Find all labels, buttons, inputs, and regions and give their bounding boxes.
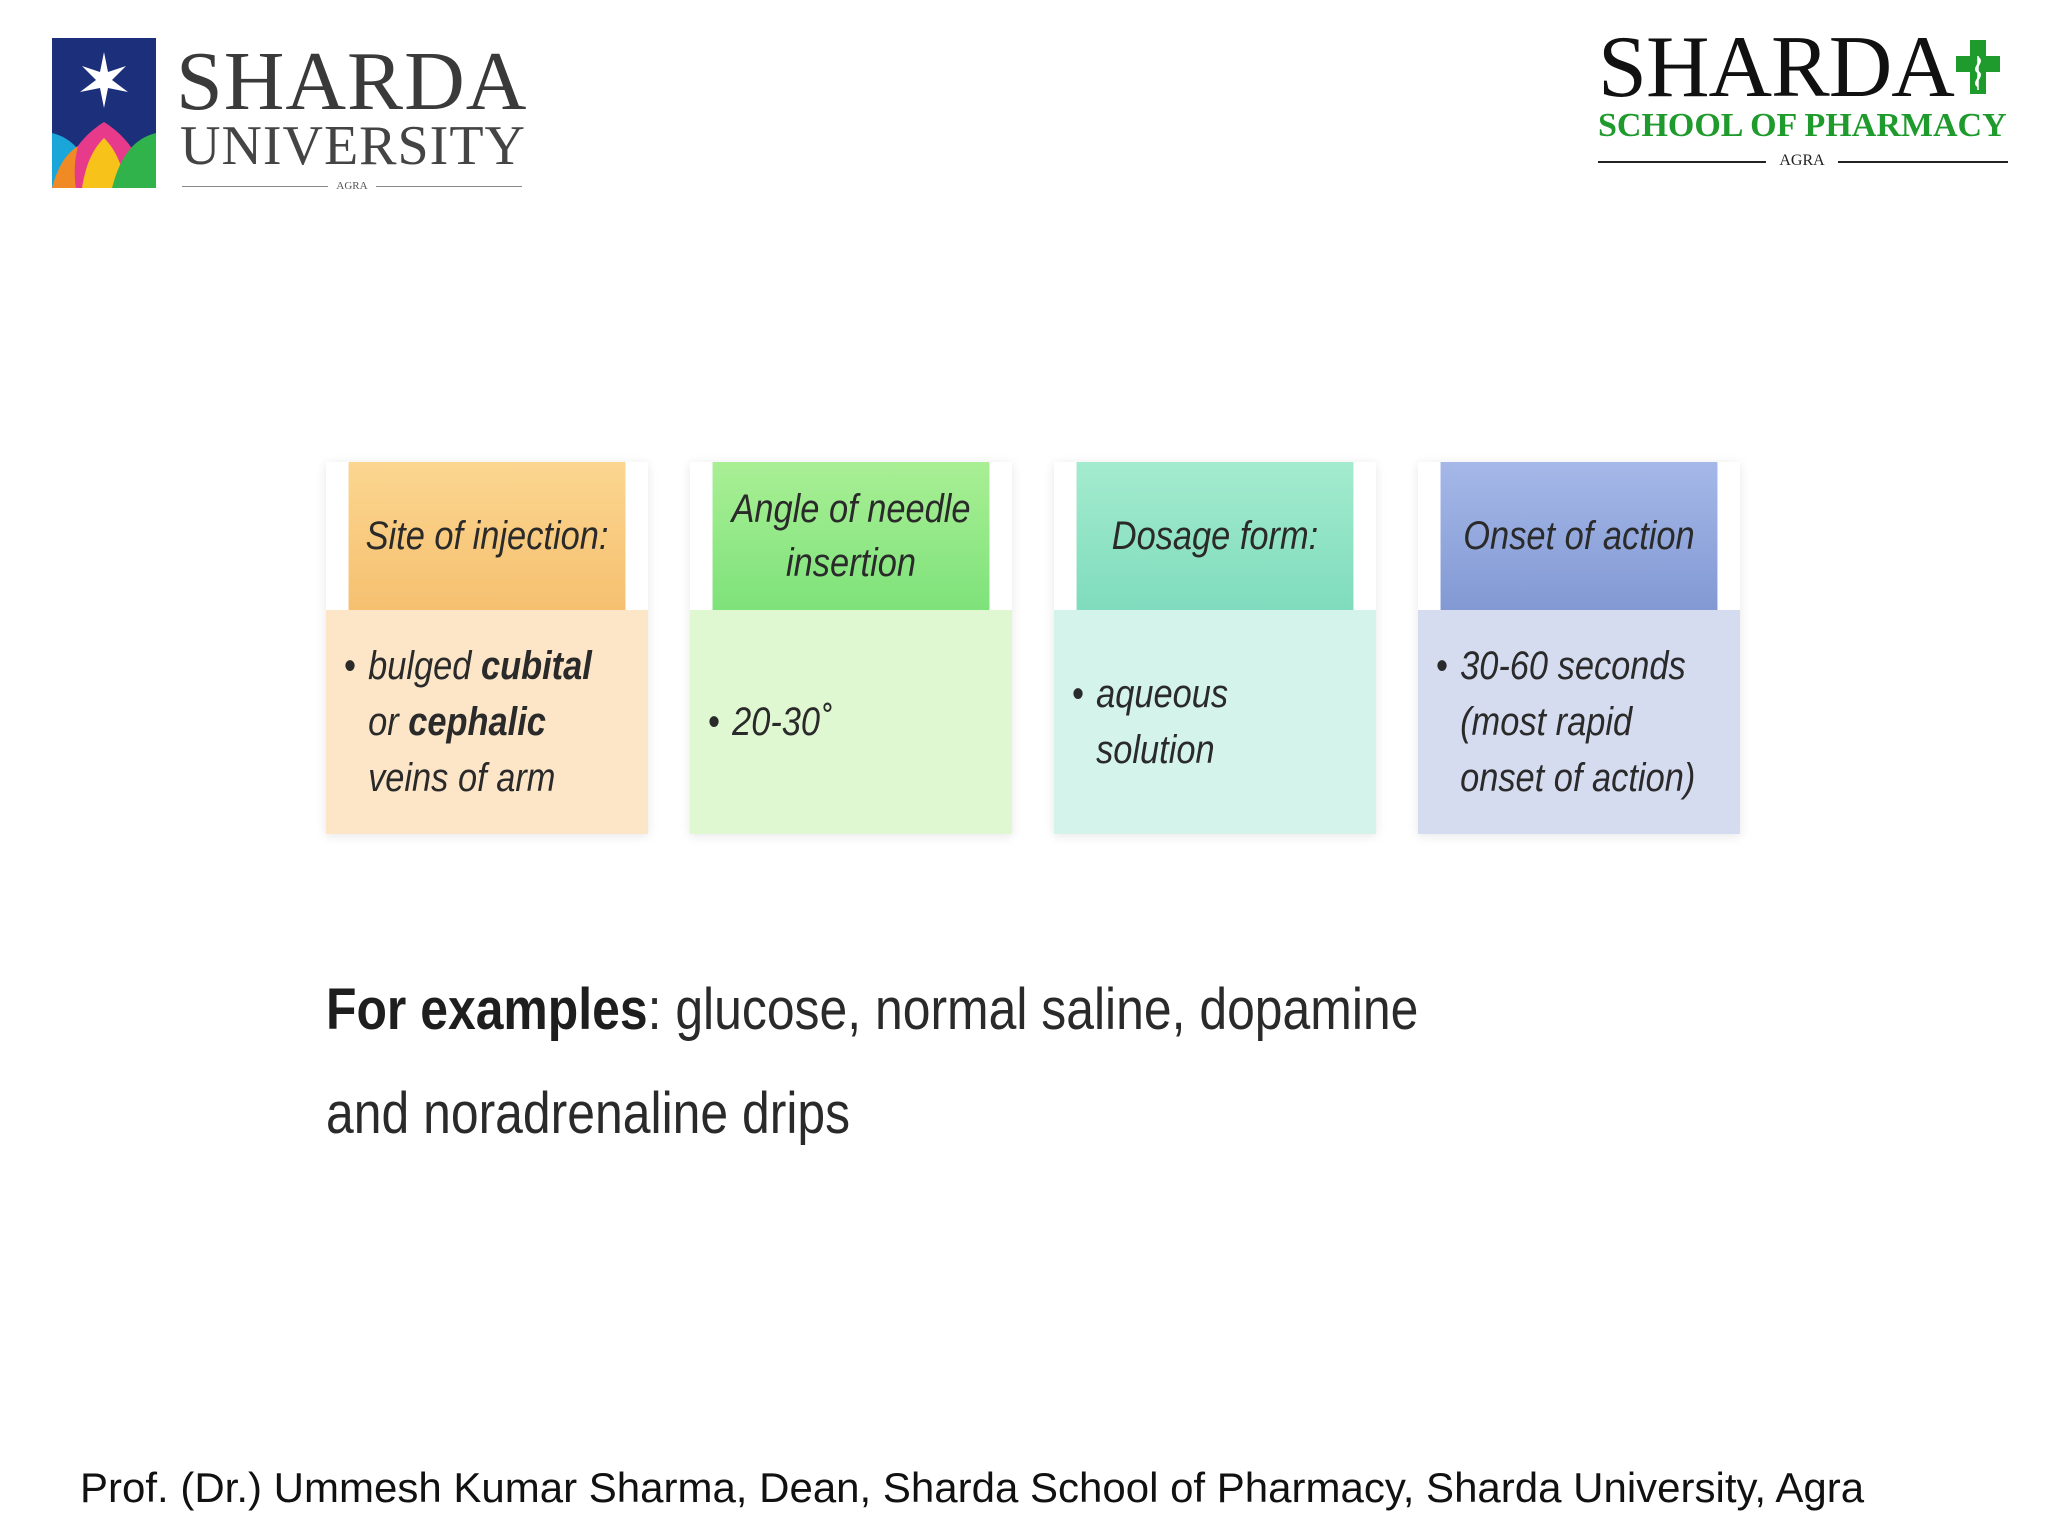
- card-body-text: aqueous solution: [1096, 672, 1229, 772]
- card-body: [690, 610, 1012, 834]
- examples-label: For examples: [326, 977, 648, 1042]
- card-angle-of-needle: [690, 462, 1012, 834]
- logo-left-city: AGRA: [336, 180, 368, 192]
- pharmacy-cross-icon: [1954, 36, 2002, 98]
- bullet-icon: •: [708, 700, 721, 744]
- card-site-of-injection: [326, 462, 648, 834]
- logo-right-title: SHARDA: [1598, 19, 1954, 116]
- card-body: [1054, 610, 1376, 834]
- card-body: [1418, 610, 1740, 834]
- card-header: Onset of action: [1441, 462, 1718, 610]
- card-onset-of-action: [1418, 462, 1740, 834]
- bullet-icon: •: [1072, 672, 1085, 716]
- card-header: Site of injection:: [349, 462, 626, 610]
- lotus-star-emblem-icon: [52, 38, 156, 188]
- card-dosage-form: [1054, 462, 1376, 834]
- bullet-icon: •: [344, 644, 357, 688]
- card-header: Dosage form:: [1077, 462, 1354, 610]
- sharda-university-logo: [52, 35, 528, 192]
- card-body-text: bulged cubital or cephalic veins of arm: [368, 644, 592, 800]
- logo-right-subtitle: SCHOOL OF PHARMACY: [1598, 107, 2007, 144]
- iv-route-cards: [326, 462, 1730, 834]
- card-body-text: 20-30˚: [732, 700, 832, 744]
- card-body-text: 30-60 seconds (most rapid onset of action): [1460, 644, 1696, 800]
- card-body: [326, 610, 648, 834]
- logo-left-title: SHARDA: [176, 35, 528, 128]
- logo-right-city: AGRA: [1779, 152, 1825, 169]
- examples-paragraph: [326, 958, 1444, 1166]
- logo-left-subtitle: UNIVERSITY: [180, 115, 526, 177]
- logo-left-rule: [182, 179, 522, 193]
- sharda-pharmacy-logo: [1598, 19, 2018, 174]
- examples-text: : glucose, normal saline, dopamine and noradrenaline drips: [326, 977, 1419, 1146]
- bullet-icon: •: [1436, 644, 1449, 688]
- card-header: Angle of needle insertion: [713, 462, 990, 610]
- logo-right-rule: [1598, 152, 2008, 170]
- footer-credit: Prof. (Dr.) Ummesh Kumar Sharma, Dean, Sharda School of Pharmacy, Sharda University, Agra: [80, 1464, 1865, 1511]
